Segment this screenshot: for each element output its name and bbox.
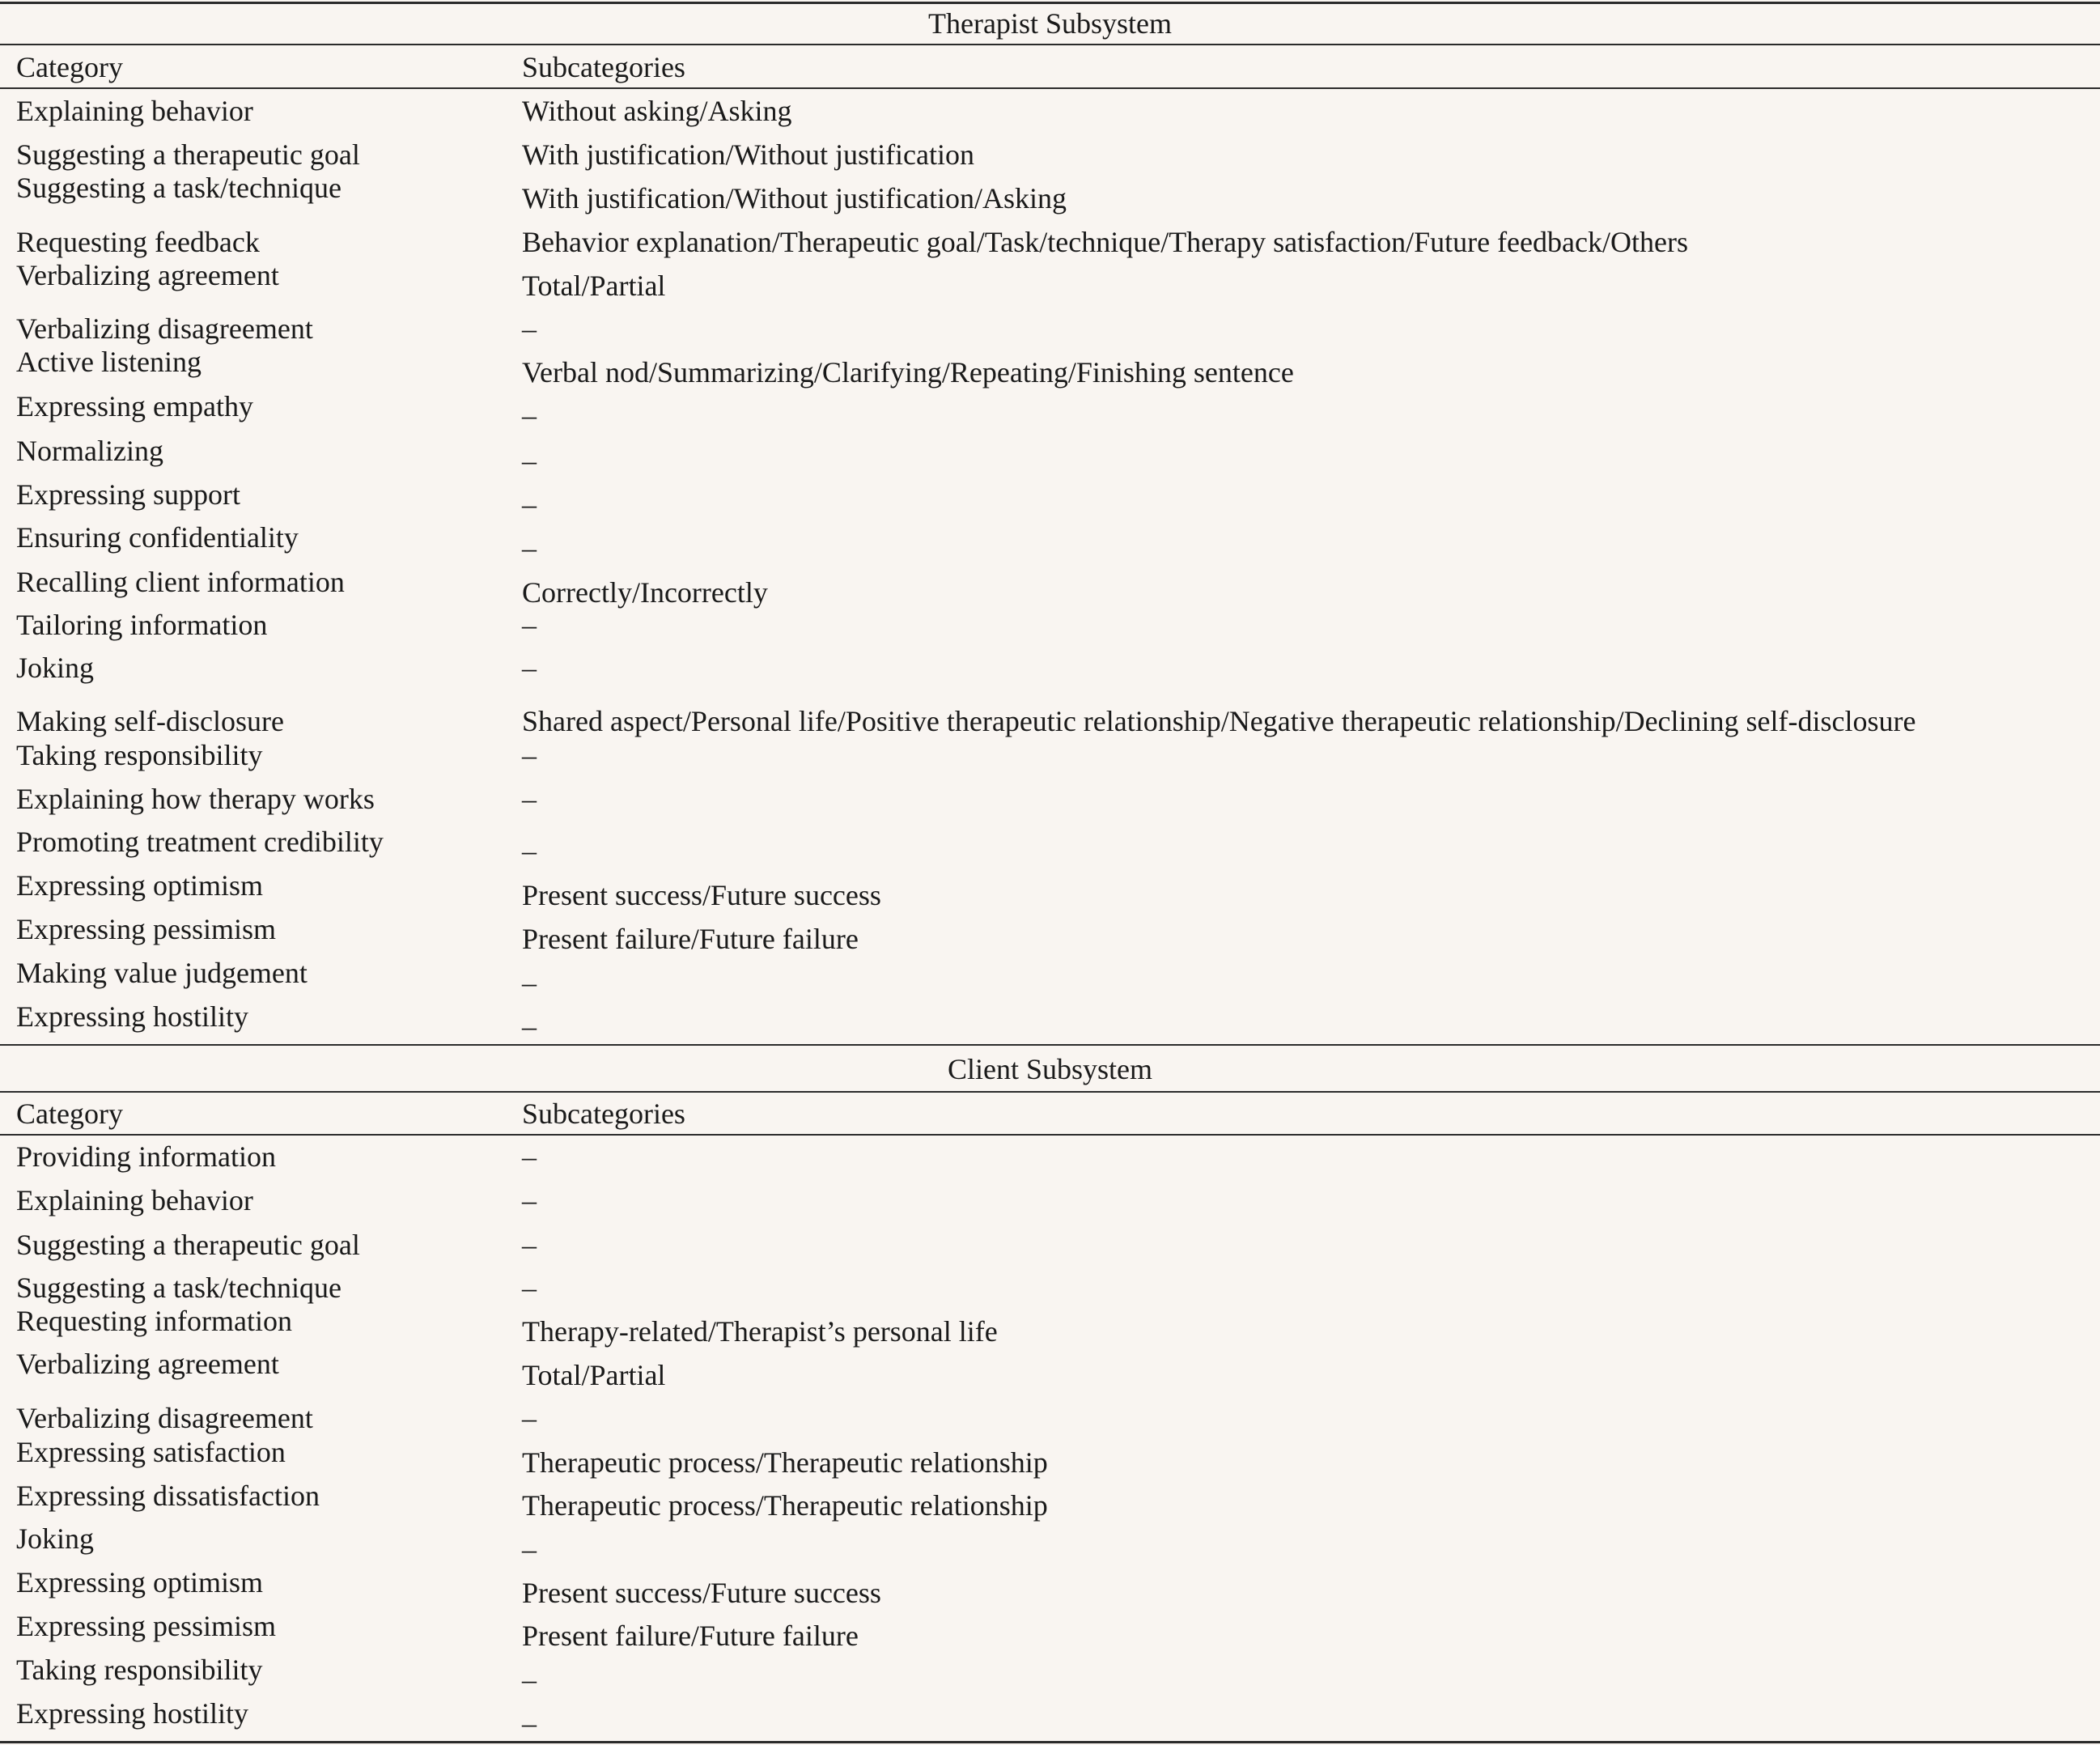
category-cell: Explaining behavior: [16, 1184, 253, 1216]
category-cell: Joking: [16, 652, 95, 684]
subcategories-cell: Present failure/Future failure: [522, 923, 859, 955]
subcategories-cell: –: [522, 1140, 537, 1173]
column-header-rule: [0, 1134, 2100, 1136]
client-section-title: Client Subsystem: [947, 1053, 1153, 1085]
category-cell: Suggesting a task/technique: [16, 1272, 342, 1304]
subcategories-cell: –: [522, 532, 537, 564]
subcategories-cell: Total/Partial: [522, 270, 666, 302]
subcategories-cell: –: [522, 488, 537, 520]
subcategories-cell: –: [522, 312, 537, 345]
therapist-section-title: Therapist Subsystem: [928, 7, 1172, 40]
category-cell: Providing information: [16, 1140, 276, 1173]
subcategories-cell: –: [522, 1402, 537, 1434]
section-title-rule: [0, 44, 2100, 45]
subcategories-cell: Behavior explanation/Therapeutic goal/Task/technique/Therapy satisfaction/Future feedback/Others: [522, 226, 1688, 258]
category-cell: Verbalizing agreement: [16, 1348, 279, 1380]
category-cell: Expressing pessimism: [16, 1610, 276, 1642]
subcategories-cell: –: [522, 1010, 537, 1042]
subcategories-cell: Present success/Future success: [522, 879, 881, 911]
subcategories-cell: Therapeutic process/Therapeutic relationship: [522, 1489, 1048, 1522]
subcategories-cell: –: [522, 1184, 537, 1216]
category-cell: Expressing hostility: [16, 1000, 248, 1033]
column-header-rule: [0, 87, 2100, 89]
category-cell: Tailoring information: [16, 609, 268, 641]
category-cell: Making self-disclosure: [16, 705, 284, 737]
subcategories-cell: –: [522, 399, 537, 431]
category-cell: Expressing satisfaction: [16, 1436, 286, 1468]
table-top-rule: [0, 2, 2100, 4]
subcategories-cell: Total/Partial: [522, 1359, 666, 1391]
category-cell: Taking responsibility: [16, 1654, 263, 1686]
subcategories-cell: –: [522, 1707, 537, 1739]
category-cell: Ensuring confidentiality: [16, 521, 299, 554]
category-cell: Expressing support: [16, 478, 240, 511]
category-cell: Explaining behavior: [16, 95, 253, 127]
category-cell: Requesting feedback: [16, 226, 260, 258]
category-cell: Verbalizing disagreement: [16, 1402, 313, 1434]
category-cell: Normalizing: [16, 435, 163, 467]
subcategories-cell: –: [522, 834, 537, 867]
section-divider-rule: [0, 1044, 2100, 1046]
column-header-category: Category: [16, 51, 123, 83]
subcategories-cell: Verbal nod/Summarizing/Clarifying/Repeating/Finishing sentence: [522, 356, 1294, 388]
subcategories-cell: Without asking/Asking: [522, 95, 792, 127]
category-cell: Suggesting a task/technique: [16, 172, 342, 204]
category-cell: Promoting treatment credibility: [16, 826, 384, 858]
subcategories-cell: –: [522, 1533, 537, 1565]
category-cell: Expressing optimism: [16, 1566, 263, 1599]
subcategories-cell: Shared aspect/Personal life/Positive therapeutic relationship/Negative therapeutic relationship/Declining self-disclosure: [522, 705, 1916, 737]
subcategories-cell: –: [522, 1272, 537, 1304]
category-cell: Taking responsibility: [16, 739, 263, 771]
category-cell: Expressing pessimism: [16, 913, 276, 945]
subcategories-cell: –: [522, 609, 537, 641]
category-cell: Recalling client information: [16, 566, 345, 598]
category-cell: Requesting information: [16, 1305, 292, 1337]
category-cell: Expressing optimism: [16, 869, 263, 902]
subcategories-cell: Present failure/Future failure: [522, 1620, 859, 1652]
category-cell: Suggesting a therapeutic goal: [16, 1229, 360, 1261]
subcategories-cell: Therapy-related/Therapist’s personal life: [522, 1315, 998, 1348]
subcategories-cell: –: [522, 444, 537, 477]
column-header-category: Category: [16, 1098, 123, 1130]
category-cell: Verbalizing disagreement: [16, 312, 313, 345]
subcategories-cell: –: [522, 783, 537, 815]
subcategories-cell: Present success/Future success: [522, 1577, 881, 1609]
subcategories-cell: Therapeutic process/Therapeutic relationship: [522, 1446, 1048, 1479]
column-header-subcategories: Subcategories: [522, 51, 685, 83]
column-header-subcategories: Subcategories: [522, 1098, 685, 1130]
category-cell: Active listening: [16, 346, 202, 378]
category-cell: Suggesting a therapeutic goal: [16, 138, 360, 171]
subcategories-cell: –: [522, 966, 537, 999]
category-cell: Expressing hostility: [16, 1697, 248, 1730]
subcategories-cell: –: [522, 1229, 537, 1261]
category-cell: Making value judgement: [16, 957, 308, 989]
category-cell: Explaining how therapy works: [16, 783, 375, 815]
section-title-rule: [0, 1091, 2100, 1093]
category-cell: Expressing empathy: [16, 390, 253, 422]
subcategories-cell: –: [522, 652, 537, 684]
category-cell: Joking: [16, 1522, 95, 1555]
category-cell: Verbalizing agreement: [16, 259, 279, 291]
subcategories-cell: –: [522, 739, 537, 771]
category-cell: Expressing dissatisfaction: [16, 1480, 320, 1512]
subcategories-cell: With justification/Without justification/Asking: [522, 182, 1067, 214]
subcategories-cell: –: [522, 1663, 537, 1696]
table-bottom-rule: [0, 1741, 2100, 1743]
subcategories-cell: Correctly/Incorrectly: [522, 576, 768, 609]
subcategories-cell: With justification/Without justification: [522, 138, 975, 171]
